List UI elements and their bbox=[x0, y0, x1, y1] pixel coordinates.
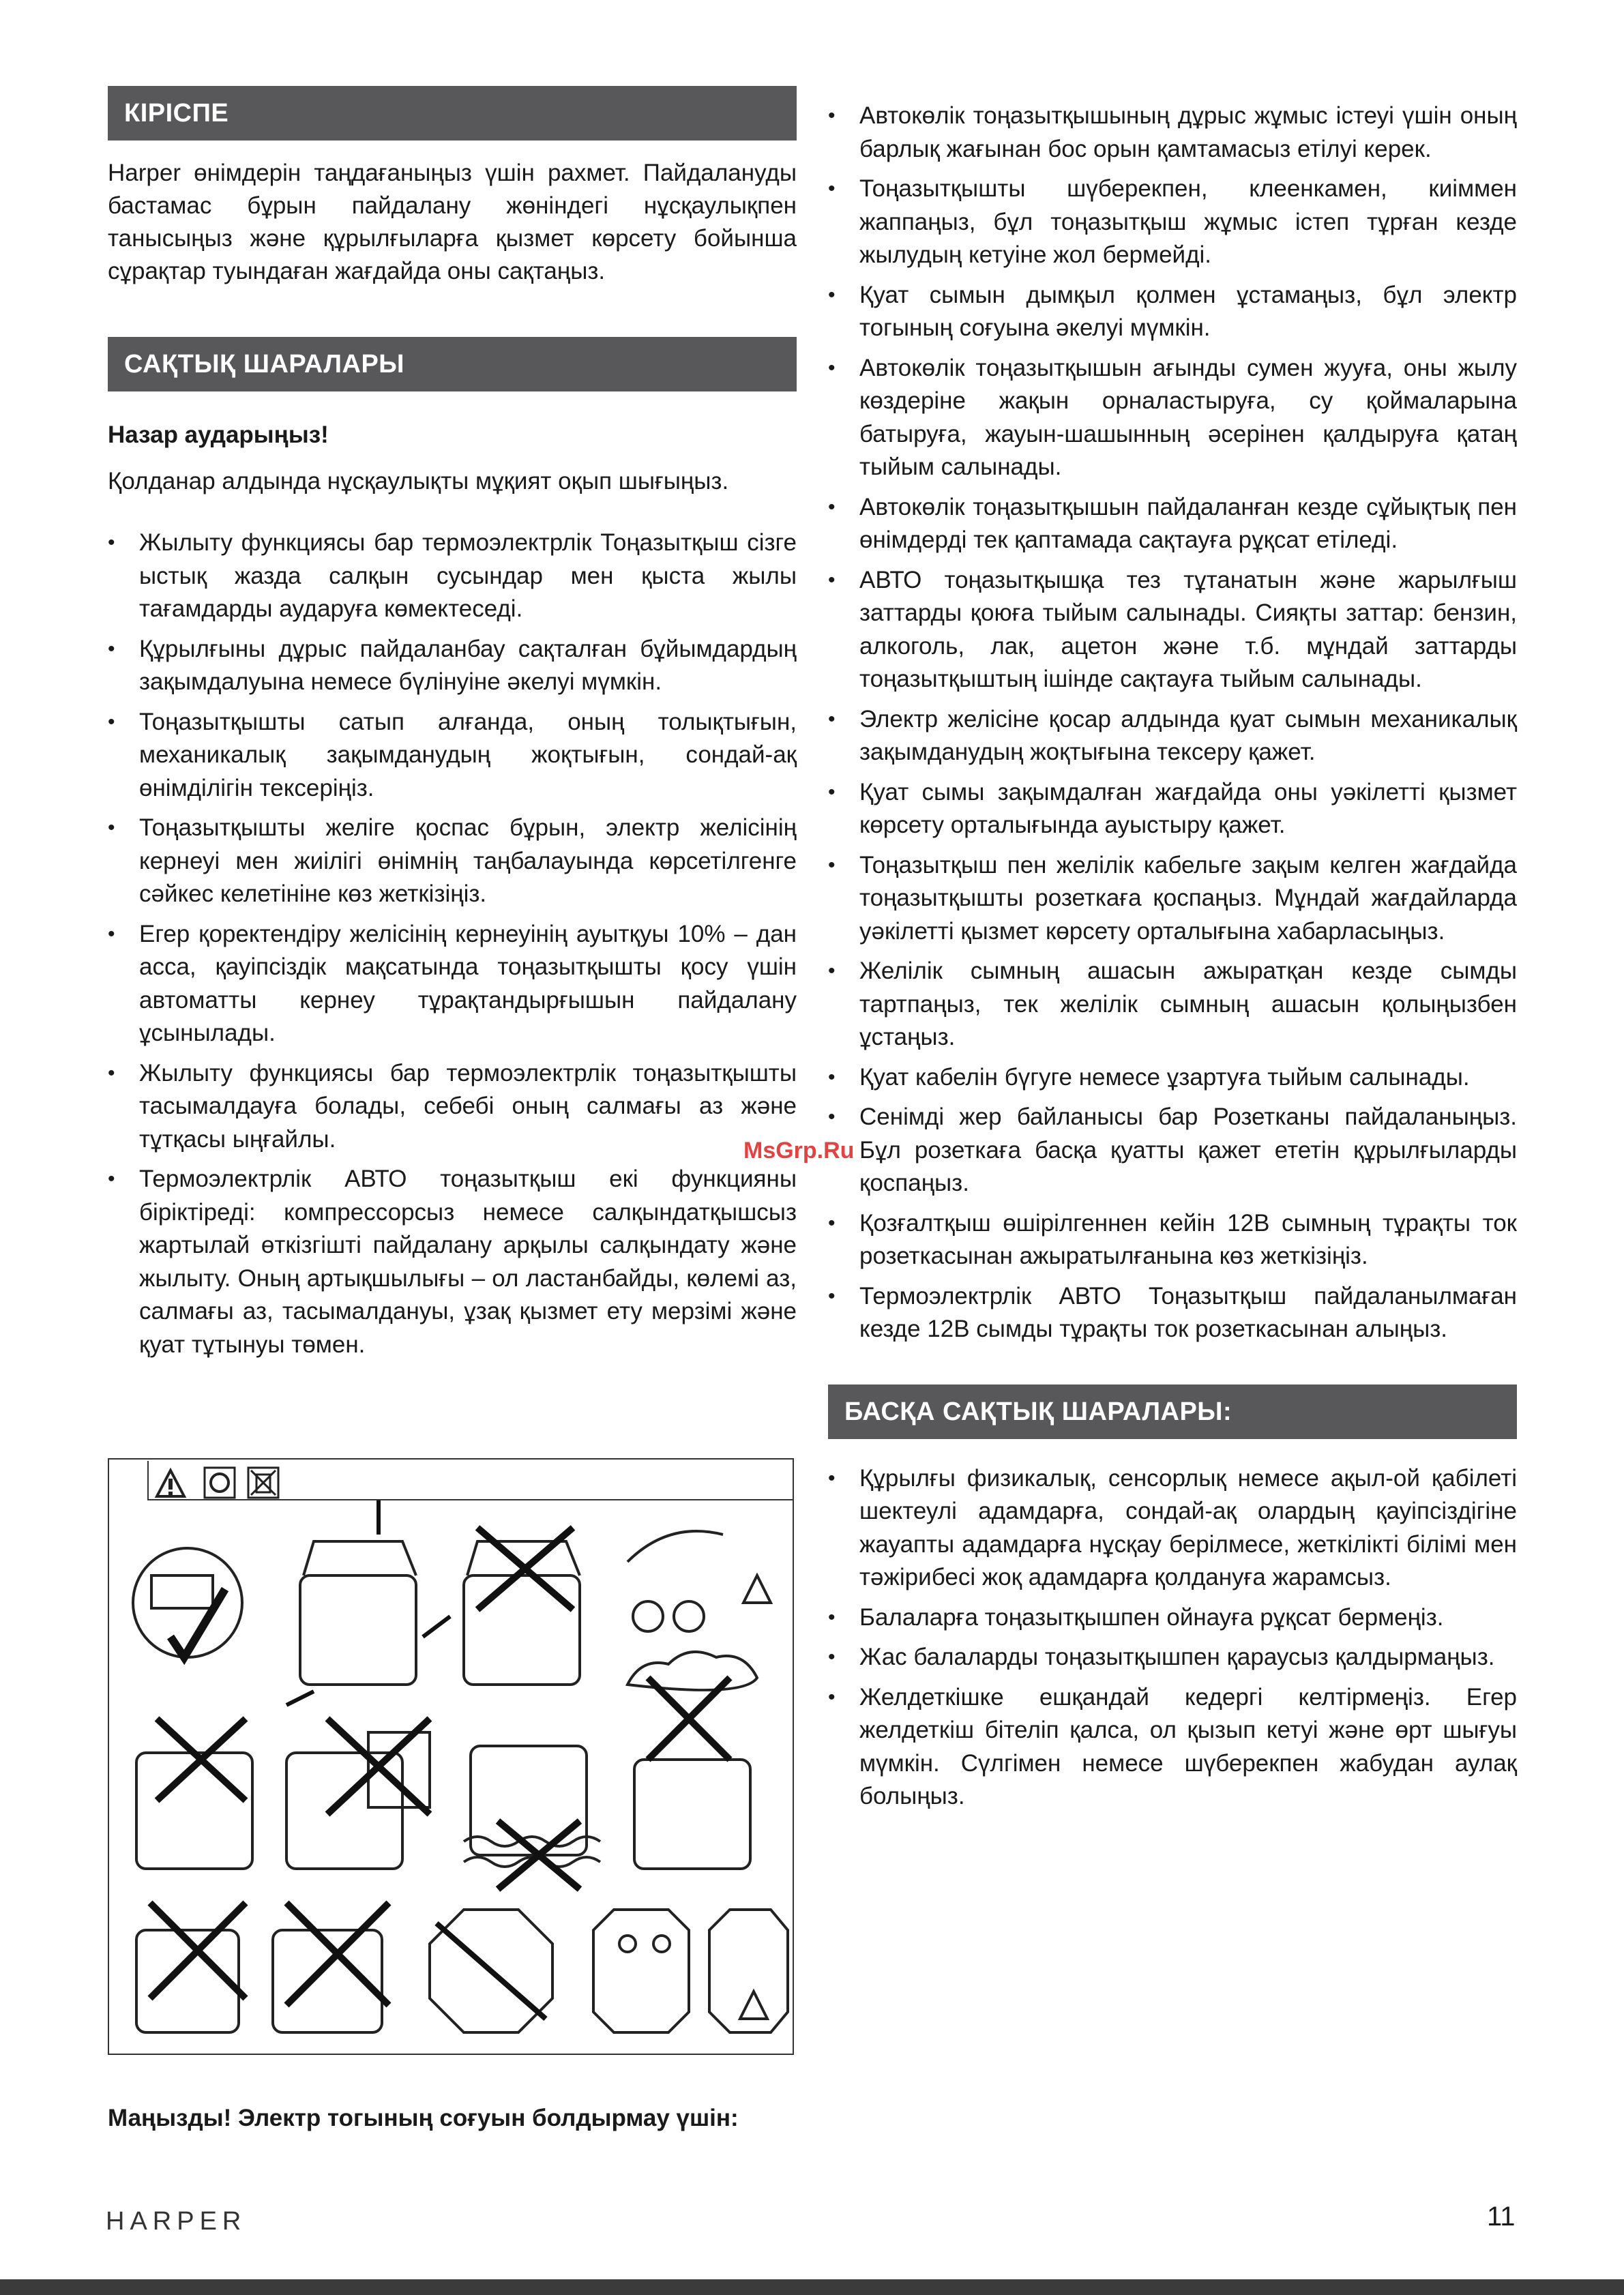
bottom-bar bbox=[0, 2279, 1624, 2295]
rain-prohibited-pictogram bbox=[628, 1652, 757, 1869]
intro-text: Harper өнімдерін таңдағаныңыз үшін рахмет. Пайдалануды бастамас бұрын пайдалану жөніндегі нұсқаулықпен танысыңыз және құрылғыларға қызмет көрсету бойынша сұрақтар туындаған жағдайда оны сақтаңыз. bbox=[108, 160, 797, 284]
left-column bbox=[108, 86, 797, 1368]
cover-prohibited-pictogram bbox=[464, 1528, 580, 1685]
page-number: 11 bbox=[1487, 2202, 1516, 2232]
list-item: • Тоңазытқыш пен желілік кабельге зақым келген жағдайда тоңазытқышты розеткаға қоспаңыз. Мұндай жағдайларда уәкілетті қызмет көрсету орталығына хабарласыңыз. bbox=[828, 849, 1517, 949]
other-safety-heading: БАСҚА САҚТЫҚ ШАРАЛАРЫ: bbox=[828, 1385, 1517, 1439]
cooler-ventilation-pictogram bbox=[286, 1500, 450, 1705]
list-item: • Тоңазытқышты сатып алғанда, оның толықтығын, механикалық зақымданудың жоқтығын, сондай-ақ өнімділігін тексеріңіз. bbox=[108, 706, 797, 805]
list-item: • Қозғалтқыш өшірілгеннен кейін 12В сымның тұрақты ток розеткасынан ажыратылғанына көз жеткізіңіз. bbox=[828, 1207, 1517, 1273]
list-item: • Автокөлік тоңазытқышының дұрыс жұмыс істеуі үшін оның барлық жағынан бос орын қамтамасыз етілуі керек. bbox=[828, 100, 1517, 166]
list-item: • Электр желісіне қосар алдында қуат сымын механикалық зақымданудың жоқтығына тексеру қажет. bbox=[828, 703, 1517, 769]
right-bullet-list bbox=[828, 100, 1517, 1346]
heat-source-prohibited-pictogram bbox=[286, 1719, 430, 1869]
list-item: • Тоңазытқышты шүберекпен, клеенкамен, киіммен жаппаңыз, бұл тоңазытқыш жұмыс істеп тұрған кезде жылудың кетуіне жол бермейді. bbox=[828, 173, 1517, 272]
list-item: • Автокөлік тоңазытқышын пайдаланған кезде сұйықтық пен өнімдерді тек қаптамада сақтауға рұқсат етіледі. bbox=[828, 491, 1517, 557]
important-note: Маңызды! Электр тогының соғуын болдырмау үшін: bbox=[108, 2105, 739, 2131]
list-item: • Желдеткішке ешқандай кедергі келтірмеңіз. Егер желдеткіш бітеліп қалса, ол қызып кетуі және өрт шығуы мүмкін. Сүлгімен немесе шүберекпен жабудан аулақ болыңыз. bbox=[828, 1681, 1517, 1813]
crossed-bin-icon bbox=[248, 1468, 278, 1498]
service-center-pictogram bbox=[593, 1910, 689, 2032]
list-item: • Термоэлектрлік АВТО Тоңазытқыш пайдаланылмаған кезде 12В сымды тұрақты ток розеткасынан алыңыз. bbox=[828, 1280, 1517, 1346]
safety-heading: САҚТЫҚ ШАРАЛАРЫ bbox=[108, 337, 797, 391]
list-item: • Жылыту функциясы бар термоэлектрлік тоңазытқышты тасымалдауға болады, себебі оның салмағы аз және тұтқасы ыңғайлы. bbox=[108, 1057, 797, 1157]
list-item: • Қуат сымы зақымдалған жағдайда оны уәкілетті қызмет көрсету орталығында ауыстыру қажет. bbox=[828, 776, 1517, 842]
left-bullet-list bbox=[108, 527, 797, 1361]
recycle-icon bbox=[205, 1468, 235, 1498]
liquid-storage-prohibited-pictogram bbox=[136, 1903, 246, 2032]
list-item: • Қуат сымын дымқыл қолмен ұстамаңыз, бұл электр тогының соғуына әкелуі мүмкін. bbox=[828, 279, 1517, 345]
wet-hands-prohibited-pictogram bbox=[628, 1531, 771, 1631]
list-item: • Қуат кабелін бүгуге немесе ұзартуға тыйым салынады. bbox=[828, 1061, 1517, 1095]
warning-triangle-icon bbox=[157, 1470, 184, 1496]
brand-logo: HARPER bbox=[106, 2207, 247, 2236]
list-item: • Жылыту функциясы бар термоэлектрлік Тоңазытқыш сізге ыстық жазда салқын сусындар мен қыста жылы тағамдарды аударуға көмектеседі. bbox=[108, 527, 797, 626]
list-item: • Термоэлектрлік АВТО тоңазытқыш екі функцияны біріктіреді: компрессорсыз немесе салқындатқышсыз жартылай өткізгішті пайдалану арқылы салқындату және жылыту. Оның артықшылығы – ол ластанбайды, көлемі аз, салмағы аз, тасымалдануы, ұзақ қызмет ету мерзімі және қуат тұтынуы төмен. bbox=[108, 1163, 797, 1361]
list-item: • Егер қоректендіру желісінің кернеуінің ауытқуы 10% – дан асса, қауіпсіздік мақсатында тоңазытқышты қосу үшін автоматты кернеу тұрақтандырғышын пайдалану ұсынылады. bbox=[108, 918, 797, 1050]
right-column bbox=[828, 100, 1517, 1820]
vehicle-ok-pictogram bbox=[133, 1548, 242, 1657]
other-bullet-list bbox=[828, 1462, 1517, 1813]
attention-text: Қолданар алдында нұсқаулықты мұқият оқып шығыңыз. bbox=[108, 468, 729, 494]
flammable-prohibited-pictogram bbox=[273, 1903, 389, 2032]
safety-pictogram-figure bbox=[108, 1458, 794, 2055]
plug-prohibited-pictogram bbox=[709, 1910, 788, 2032]
pictogram-grid bbox=[109, 1460, 795, 2056]
watermark: MsGrp.Ru bbox=[743, 1138, 855, 1164]
list-item: • Сенімді жер байланысы бар Розетканы пайдаланыңыз. Бұл розеткаға басқа қуатты қажет ететін құрылғыларды қоспаңыз. bbox=[828, 1101, 1517, 1200]
immersion-prohibited-pictogram bbox=[464, 1746, 600, 1889]
attention-label: Назар аударыңыз! bbox=[108, 421, 329, 448]
list-item: • Тоңазытқышты желіге қоспас бұрын, электр желісінің кернеуі мен жиілігі өнімнің таңбалауында көрсетілгенге сәйкес келетініне көз жеткізіңіз. bbox=[108, 812, 797, 911]
list-item: • Автокөлік тоңазытқышын ағынды сумен жууға, оны жылу көздеріне жақын орналастыруға, су қоймаларына батыруға, жауын-шашынның әсерінен қалдыруға қатаң тыйым салынады. bbox=[828, 352, 1517, 484]
damaged-cable-prohibited-pictogram bbox=[430, 1910, 552, 2032]
list-item: • Құрылғыны дұрыс пайдаланбау сақталған бұйымдардың зақымдалуына немесе бүлінуіне әкелуі мүмкін. bbox=[108, 633, 797, 699]
list-item: • АВТО тоңазытқышқа тез тұтанатын және жарылғыш заттарды қоюға тыйым салынады. Сияқты заттар: бензин, алкоголь, лак, ацетон және т.б. мұндай заттарды тоңазытқыштың ішінде сақтауға тыйым салынады. bbox=[828, 564, 1517, 696]
list-item: • Балаларға тоңазытқышпен ойнауға рұқсат бермеңіз. bbox=[828, 1601, 1517, 1635]
list-item: • Жас балаларды тоңазытқышпен қараусыз қалдырмаңыз. bbox=[828, 1641, 1517, 1674]
water-prohibited-pictogram bbox=[136, 1719, 252, 1869]
intro-heading: КІРІСПЕ bbox=[108, 86, 797, 140]
list-item: • Желілік сымның ашасын ажыратқан кезде сымды тартпаңыз, тек желілік сымның ашасын қолыңызбен ұстаңыз. bbox=[828, 955, 1517, 1054]
list-item: • Құрылғы физикалық, сенсорлық немесе ақыл-ой қабілеті шектеулі адамдарға, сондай-ақ олардың қауіпсіздігіне жауапты адамдарға нұсқау берілмесе, жеткілікті білімі мен тәжірибесі жоқ адамдарға қолдануға жарамсыз. bbox=[828, 1462, 1517, 1595]
